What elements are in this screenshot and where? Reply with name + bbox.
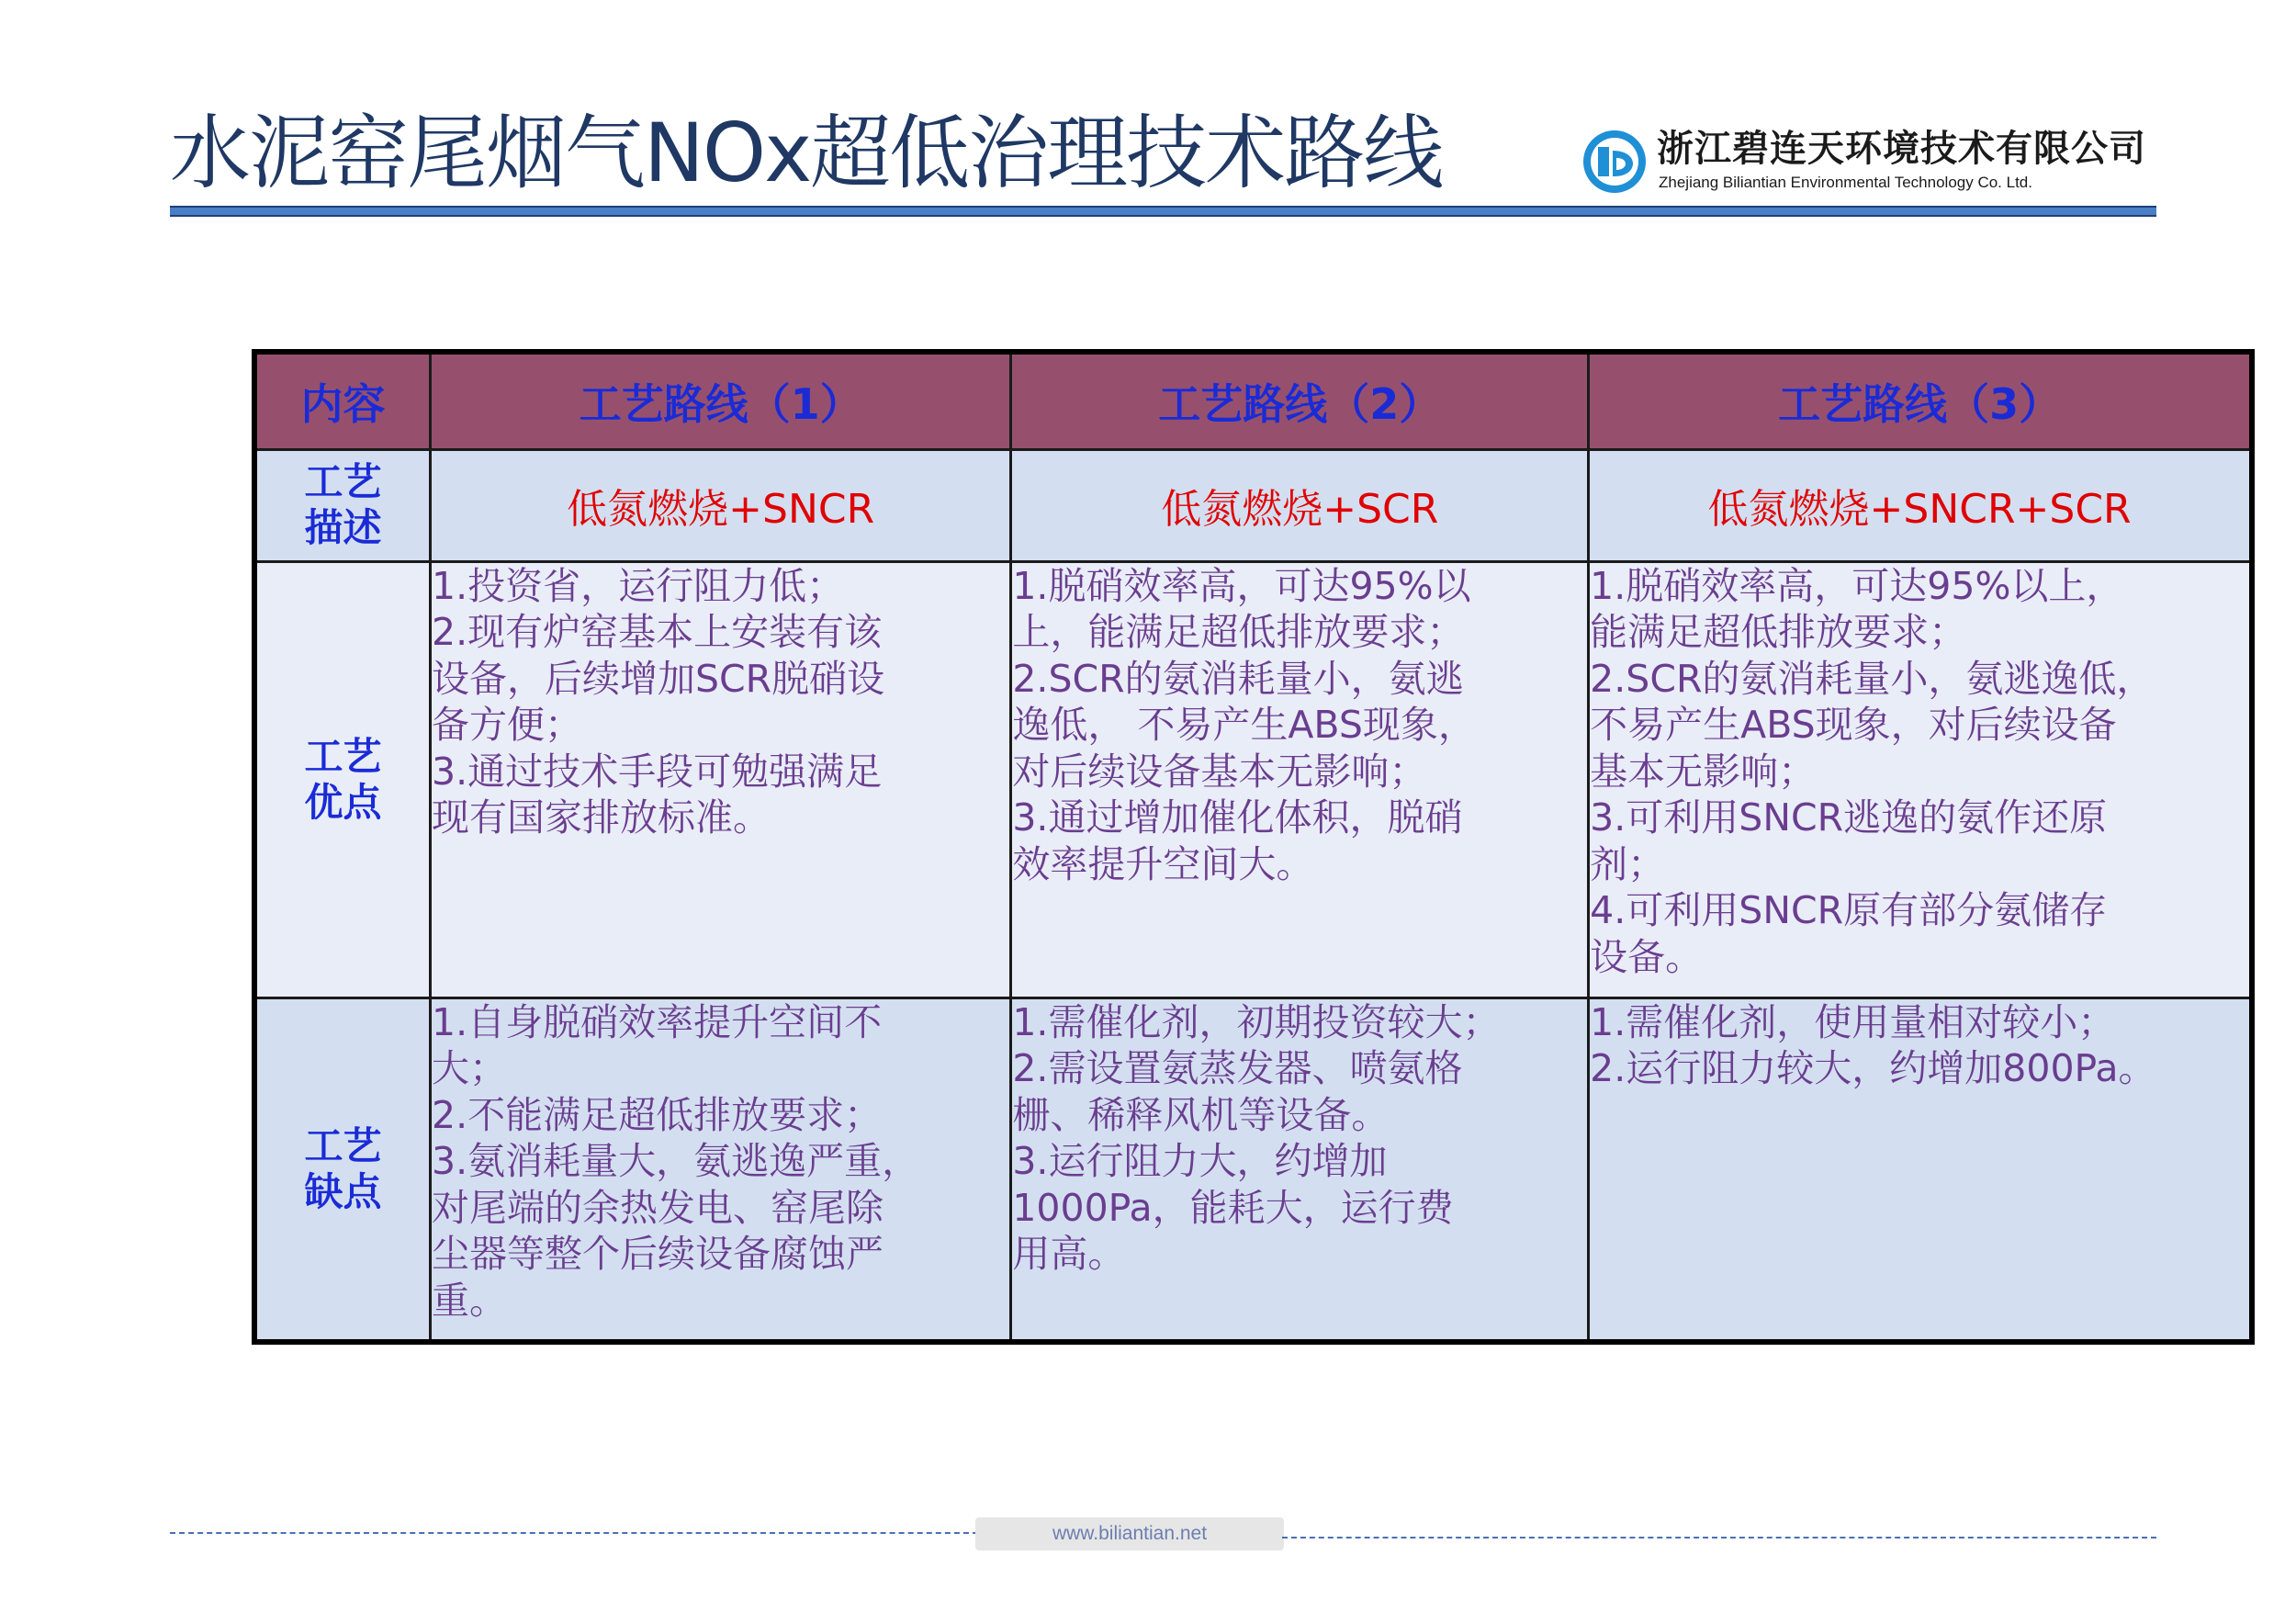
route-2-description: 低氮燃烧+SCR: [1011, 449, 1589, 561]
company-logo: [1581, 127, 2151, 200]
footer-website: www.biliantian.net: [975, 1517, 1284, 1550]
route-3-advantages: [1589, 561, 2252, 997]
text-line: 1.需催化剂，使用量相对较小；: [1590, 999, 2116, 1044]
text-line: 3.可利用SNCR逃逸的氨作还原: [1590, 795, 2108, 840]
text-line: 对尾端的余热发电、窑尾除: [432, 1185, 884, 1230]
text-line: 设备。: [1590, 934, 1704, 979]
text-line: 能满足超低排放要求；: [1590, 610, 1967, 654]
row-label-description: [254, 449, 431, 561]
route-2-disadvantages: [1011, 997, 1589, 1342]
page-title: 水泥窑尾烟气NOx超低治理技术路线: [170, 106, 1443, 200]
process-comparison-table: [252, 349, 2255, 1345]
text-line: 2.运行阻力较大，约增加800Pa。: [1590, 1046, 2156, 1090]
text-line: 对后续设备基本无影响；: [1012, 749, 1427, 794]
text-line: 3.氨消耗量大，氨逃逸严重，: [432, 1139, 920, 1183]
text-line: 3.运行阻力大，约增加: [1012, 1139, 1388, 1183]
row-label-line: 优点: [304, 779, 382, 825]
row-label-line: 缺点: [304, 1168, 382, 1214]
row-label-line: 工艺: [304, 459, 382, 504]
row-label-line: 工艺: [304, 1122, 382, 1168]
text-line: 大；: [432, 1046, 508, 1090]
footer-divider-left: [170, 1532, 978, 1534]
row-label-line: 工艺: [304, 733, 382, 779]
text-line: 2.现有炉窑基本上安装有该: [432, 610, 883, 654]
header-route-1: 工艺路线（1）: [431, 352, 1011, 449]
text-line: 2.不能满足超低排放要求；: [432, 1092, 883, 1137]
text-line: 逸低， 不易产生ABS现象，: [1012, 703, 1476, 747]
text-line: 1.需催化剂，初期投资较大；: [1012, 999, 1501, 1044]
text-line: 1.脱硝效率高，可达95%以: [1012, 563, 1471, 608]
text-line: 2.需设置氨蒸发器、喷氨格: [1012, 1046, 1463, 1090]
text-line: 备方便；: [432, 703, 583, 747]
route-1-advantages: [431, 561, 1011, 997]
table-row: [254, 449, 2252, 561]
text-line: 尘器等整个后续设备腐蚀严: [432, 1232, 884, 1276]
route-1-disadvantages: [431, 997, 1011, 1342]
text-line: 2.SCR的氨消耗量小，氨逃逸低，: [1590, 656, 2155, 701]
table-row: [254, 561, 2252, 997]
company-name-cn: 浙江碧连天环境技术有限公司: [1657, 128, 2146, 170]
text-line: 设备，后续增加SCR脱硝设: [432, 656, 885, 701]
row-label-advantages: [254, 561, 431, 997]
header-route-2: 工艺路线（2）: [1011, 352, 1589, 449]
text-line: 上，能满足超低排放要求；: [1012, 610, 1465, 654]
text-line: 重。: [432, 1278, 508, 1323]
text-line: 1.脱硝效率高，可达95%以上，: [1590, 563, 2124, 608]
text-line: 2.SCR的氨消耗量小，氨逃: [1012, 656, 1464, 701]
text-line: 3.通过增加催化体积，脱硝: [1012, 795, 1463, 840]
text-line: 1.投资省，运行阻力低；: [432, 563, 845, 608]
route-3-disadvantages: [1589, 997, 2252, 1342]
text-line: 剂；: [1590, 841, 1666, 886]
text-line: 用高。: [1012, 1232, 1126, 1276]
text-line: 不易产生ABS现象，对后续设备: [1590, 703, 2117, 747]
header-divider: [170, 206, 2156, 217]
text-line: 3.通过技术手段可勉强满足: [432, 749, 883, 794]
route-2-advantages: [1011, 561, 1589, 997]
text-line: 1.自身脱硝效率提升空间不: [432, 999, 883, 1044]
row-label-line: 描述: [304, 505, 382, 550]
text-line: 现有国家排放标准。: [432, 795, 771, 840]
table-row: [254, 997, 2252, 1342]
header-content: 内容: [254, 352, 431, 449]
text-line: 1000Pa，能耗大，运行费: [1012, 1185, 1454, 1230]
header-route-3: 工艺路线（3）: [1589, 352, 2252, 449]
company-logo-icon: [1581, 129, 1648, 195]
text-line: 4.可利用SNCR原有部分氨储存: [1590, 888, 2108, 932]
row-label-disadvantages: [254, 997, 431, 1342]
company-name-en: Zhejiang Biliantian Environmental Technology Co. Ltd.: [1659, 174, 2032, 191]
route-1-description: 低氮燃烧+SNCR: [431, 449, 1011, 561]
text-line: 基本无影响；: [1590, 749, 1817, 794]
table-header-row: [254, 352, 2252, 449]
text-line: 栅、稀释风机等设备。: [1012, 1092, 1390, 1137]
route-3-description: 低氮燃烧+SNCR+SCR: [1589, 449, 2252, 561]
text-line: 效率提升空间大。: [1012, 841, 1314, 886]
footer-divider-right: [1282, 1537, 2156, 1538]
